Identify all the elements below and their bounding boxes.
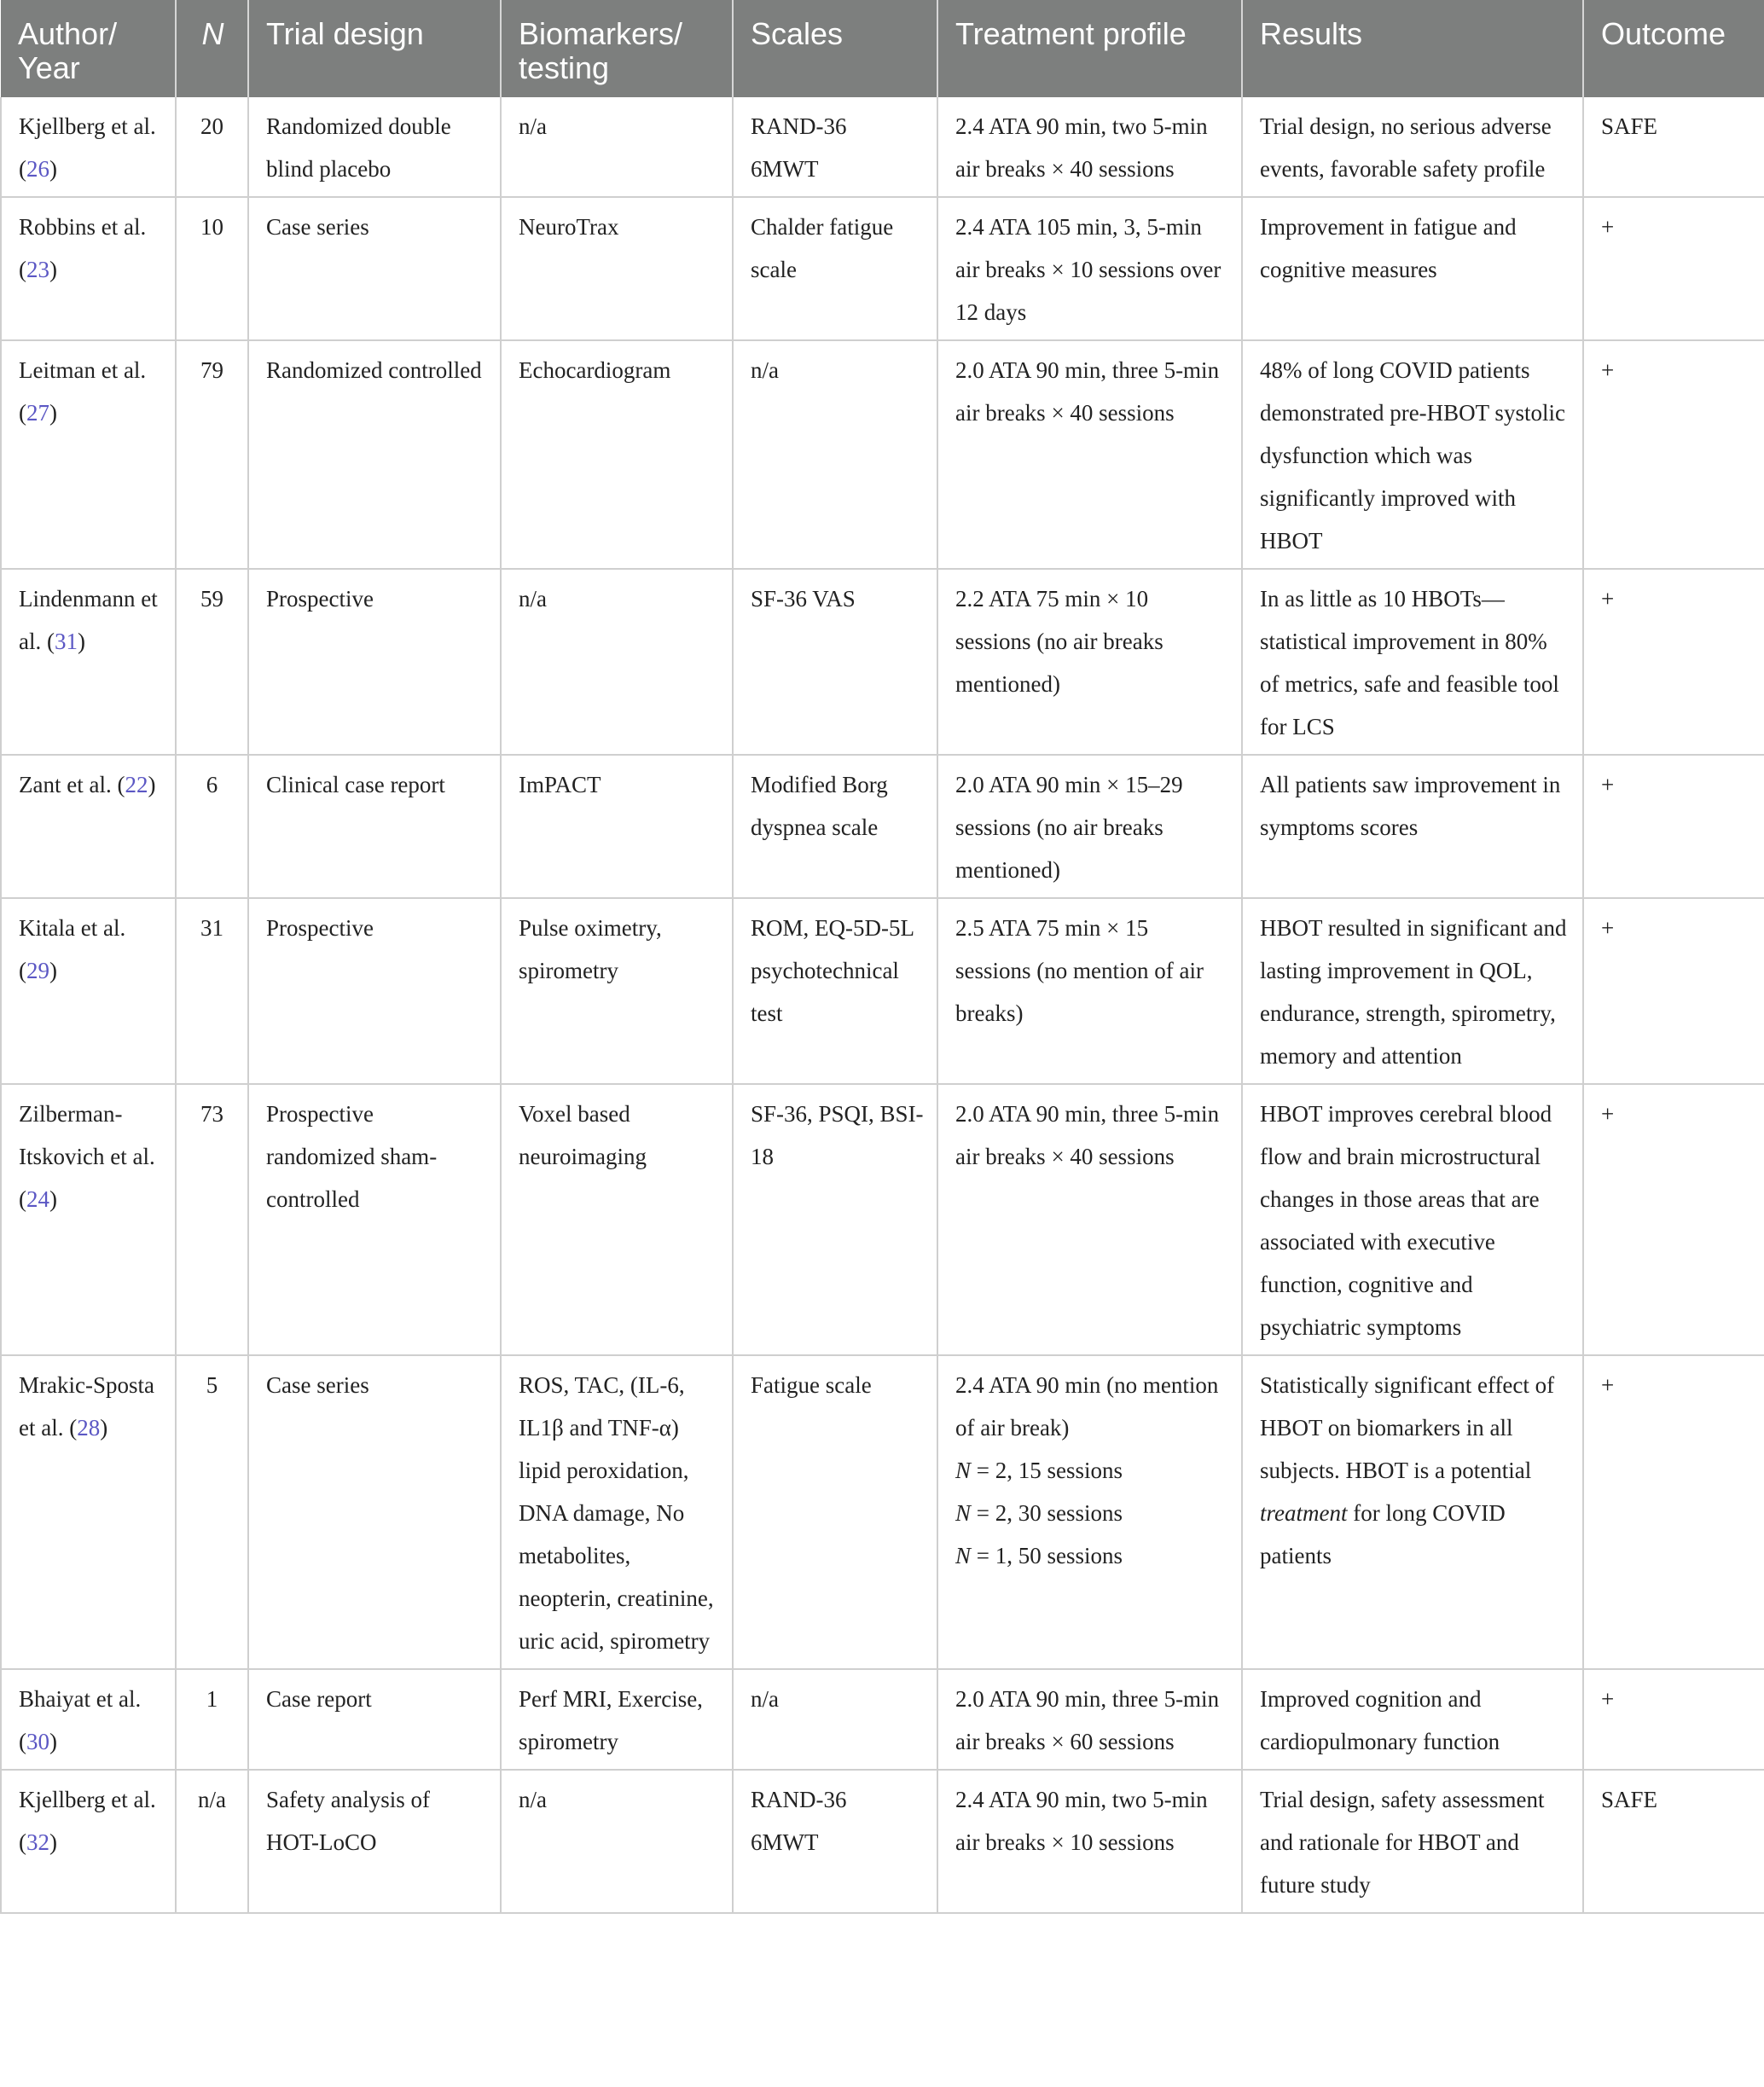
header-results: Results xyxy=(1242,0,1583,97)
author-cell: Kjellberg et al. (32) xyxy=(1,1770,176,1913)
n-cell: 79 xyxy=(176,340,248,569)
outcome-cell: SAFE xyxy=(1583,1770,1764,1913)
biomarkers-cell: ROS, TAC, (IL-6, IL1β and TNF-α) lipid peroxidation, DNA damage, No metabolites, neopterin, creatinine, uric acid, spirometry xyxy=(501,1355,733,1669)
results-cell: All patients saw improvement in symptoms scores xyxy=(1242,755,1583,898)
header-biomarkers: Biomarkers/ testing xyxy=(501,0,733,97)
outcome-cell: + xyxy=(1583,1084,1764,1355)
scales-cell: SF-36 VAS xyxy=(733,569,937,755)
table-row xyxy=(1,97,1764,197)
scales-cell: Fatigue scale xyxy=(733,1355,937,1669)
n-cell: n/a xyxy=(176,1770,248,1913)
author-cell: Kitala et al. (29) xyxy=(1,898,176,1084)
results-cell: HBOT improves cerebral blood flow and brain microstructural changes in those areas that are associated with executive function, cognitive and psychiatric symptoms xyxy=(1242,1084,1583,1355)
design-cell: Prospective randomized sham-controlled xyxy=(248,1084,501,1355)
author-cell: Bhaiyat et al. (30) xyxy=(1,1669,176,1770)
treatment-cell: 2.4 ATA 90 min, two 5-min air breaks × 10 sessions xyxy=(937,1770,1242,1913)
treatment-cell: 2.4 ATA 105 min, 3, 5-min air breaks × 10 sessions over 12 days xyxy=(937,197,1242,340)
table-row xyxy=(1,569,1764,755)
reference-link[interactable]: 32 xyxy=(26,1829,49,1855)
biomarkers-cell: ImPACT xyxy=(501,755,733,898)
header-row xyxy=(1,0,1764,97)
design-cell: Case series xyxy=(248,1355,501,1669)
table-row xyxy=(1,197,1764,340)
treatment-cell: 2.5 ATA 75 min × 15 sessions (no mention of air breaks) xyxy=(937,898,1242,1084)
table-row xyxy=(1,1355,1764,1669)
reference-link[interactable]: 30 xyxy=(26,1729,49,1754)
author-cell: Kjellberg et al. (26) xyxy=(1,97,176,197)
biomarkers-cell: NeuroTrax xyxy=(501,197,733,340)
design-cell: Prospective xyxy=(248,898,501,1084)
biomarkers-cell: n/a xyxy=(501,569,733,755)
scales-cell: RAND-36 6MWT xyxy=(733,1770,937,1913)
treatment-cell: 2.0 ATA 90 min × 15–29 sessions (no air breaks mentioned) xyxy=(937,755,1242,898)
table-row xyxy=(1,898,1764,1084)
header-outcome: Outcome xyxy=(1583,0,1764,97)
design-cell: Case series xyxy=(248,197,501,340)
author-cell: Leitman et al. (27) xyxy=(1,340,176,569)
results-cell: HBOT resulted in significant and lasting improvement in QOL, endurance, strength, spirometry, memory and attention xyxy=(1242,898,1583,1084)
n-cell: 5 xyxy=(176,1355,248,1669)
results-cell: Improved cognition and cardiopulmonary function xyxy=(1242,1669,1583,1770)
author-cell: Robbins et al. (23) xyxy=(1,197,176,340)
biomarkers-cell: Voxel based neuroimaging xyxy=(501,1084,733,1355)
reference-link[interactable]: 31 xyxy=(54,629,78,654)
outcome-cell: SAFE xyxy=(1583,97,1764,197)
table-row xyxy=(1,1770,1764,1913)
reference-link[interactable]: 26 xyxy=(26,156,49,182)
header-n: N xyxy=(176,0,248,97)
biomarkers-cell: Perf MRI, Exercise, spirometry xyxy=(501,1669,733,1770)
n-cell: 59 xyxy=(176,569,248,755)
table-row xyxy=(1,1084,1764,1355)
reference-link[interactable]: 24 xyxy=(26,1186,49,1212)
treatment-cell: 2.0 ATA 90 min, three 5-min air breaks × 60 sessions xyxy=(937,1669,1242,1770)
treatment-cell: 2.0 ATA 90 min, three 5-min air breaks × 40 sessions xyxy=(937,340,1242,569)
treatment-cell: 2.4 ATA 90 min, two 5-min air breaks × 40 sessions xyxy=(937,97,1242,197)
treatment-cell: 2.0 ATA 90 min, three 5-min air breaks × 40 sessions xyxy=(937,1084,1242,1355)
scales-cell: n/a xyxy=(733,1669,937,1770)
author-cell: Zant et al. (22) xyxy=(1,755,176,898)
design-cell: Randomized double blind placebo xyxy=(248,97,501,197)
design-cell: Case report xyxy=(248,1669,501,1770)
header-author: Author/ Year xyxy=(1,0,176,97)
treatment-cell: 2.4 ATA 90 min (no mention of air break) N = 2, 15 sessions N = 2, 30 sessions N = 1, 50 sessions xyxy=(937,1355,1242,1669)
scales-cell: SF-36, PSQI, BSI-18 xyxy=(733,1084,937,1355)
n-cell: 10 xyxy=(176,197,248,340)
treatment-subgroup: N = 1, 50 sessions xyxy=(955,1543,1123,1568)
design-cell: Prospective xyxy=(248,569,501,755)
n-cell: 6 xyxy=(176,755,248,898)
treatment-subgroup: N = 2, 30 sessions xyxy=(955,1500,1123,1526)
scales-cell: n/a xyxy=(733,340,937,569)
table-row xyxy=(1,755,1764,898)
results-cell: Trial design, safety assessment and rationale for HBOT and future study xyxy=(1242,1770,1583,1913)
table-row xyxy=(1,340,1764,569)
biomarkers-cell: Echocardiogram xyxy=(501,340,733,569)
header-trial-design: Trial design xyxy=(248,0,501,97)
results-cell: Statistically significant effect of HBOT on biomarkers in all subjects. HBOT is a potential treatment for long COVID patients xyxy=(1242,1355,1583,1669)
treatment-cell: 2.2 ATA 75 min × 10 sessions (no air breaks mentioned) xyxy=(937,569,1242,755)
author-cell: Mrakic-Sposta et al. (28) xyxy=(1,1355,176,1669)
biomarkers-cell: Pulse oximetry, spirometry xyxy=(501,898,733,1084)
outcome-cell: + xyxy=(1583,1669,1764,1770)
outcome-cell: + xyxy=(1583,1355,1764,1669)
results-cell: In as little as 10 HBOTs—statistical improvement in 80% of metrics, safe and feasible tool for LCS xyxy=(1242,569,1583,755)
outcome-cell: + xyxy=(1583,569,1764,755)
treatment-subgroup: N = 2, 15 sessions xyxy=(955,1458,1123,1483)
n-cell: 31 xyxy=(176,898,248,1084)
author-cell: Zilberman-Itskovich et al. (24) xyxy=(1,1084,176,1355)
scales-cell: RAND-36 6MWT xyxy=(733,97,937,197)
n-cell: 1 xyxy=(176,1669,248,1770)
design-cell: Randomized controlled xyxy=(248,340,501,569)
biomarkers-cell: n/a xyxy=(501,97,733,197)
biomarkers-cell: n/a xyxy=(501,1770,733,1913)
results-cell: Improvement in fatigue and cognitive measures xyxy=(1242,197,1583,340)
reference-link[interactable]: 28 xyxy=(77,1415,101,1441)
results-cell: 48% of long COVID patients demonstrated pre-HBOT systolic dysfunction which was significantly improved with HBOT xyxy=(1242,340,1583,569)
header-treatment: Treatment profile xyxy=(937,0,1242,97)
reference-link[interactable]: 29 xyxy=(26,958,49,983)
header-scales: Scales xyxy=(733,0,937,97)
n-cell: 73 xyxy=(176,1084,248,1355)
reference-link[interactable]: 22 xyxy=(125,772,148,797)
design-cell: Clinical case report xyxy=(248,755,501,898)
scales-cell: Chalder fatigue scale xyxy=(733,197,937,340)
reference-link[interactable]: 27 xyxy=(26,400,49,426)
scales-cell: ROM, EQ-5D-5L psychotechnical test xyxy=(733,898,937,1084)
n-cell: 20 xyxy=(176,97,248,197)
outcome-cell: + xyxy=(1583,340,1764,569)
results-cell: Trial design, no serious adverse events, favorable safety profile xyxy=(1242,97,1583,197)
outcome-cell: + xyxy=(1583,898,1764,1084)
author-cell: Lindenmann et al. (31) xyxy=(1,569,176,755)
design-cell: Safety analysis of HOT-LoCO xyxy=(248,1770,501,1913)
table-row xyxy=(1,1669,1764,1770)
reference-link[interactable]: 23 xyxy=(26,257,49,282)
outcome-cell: + xyxy=(1583,197,1764,340)
scales-cell: Modified Borg dyspnea scale xyxy=(733,755,937,898)
outcome-cell: + xyxy=(1583,755,1764,898)
